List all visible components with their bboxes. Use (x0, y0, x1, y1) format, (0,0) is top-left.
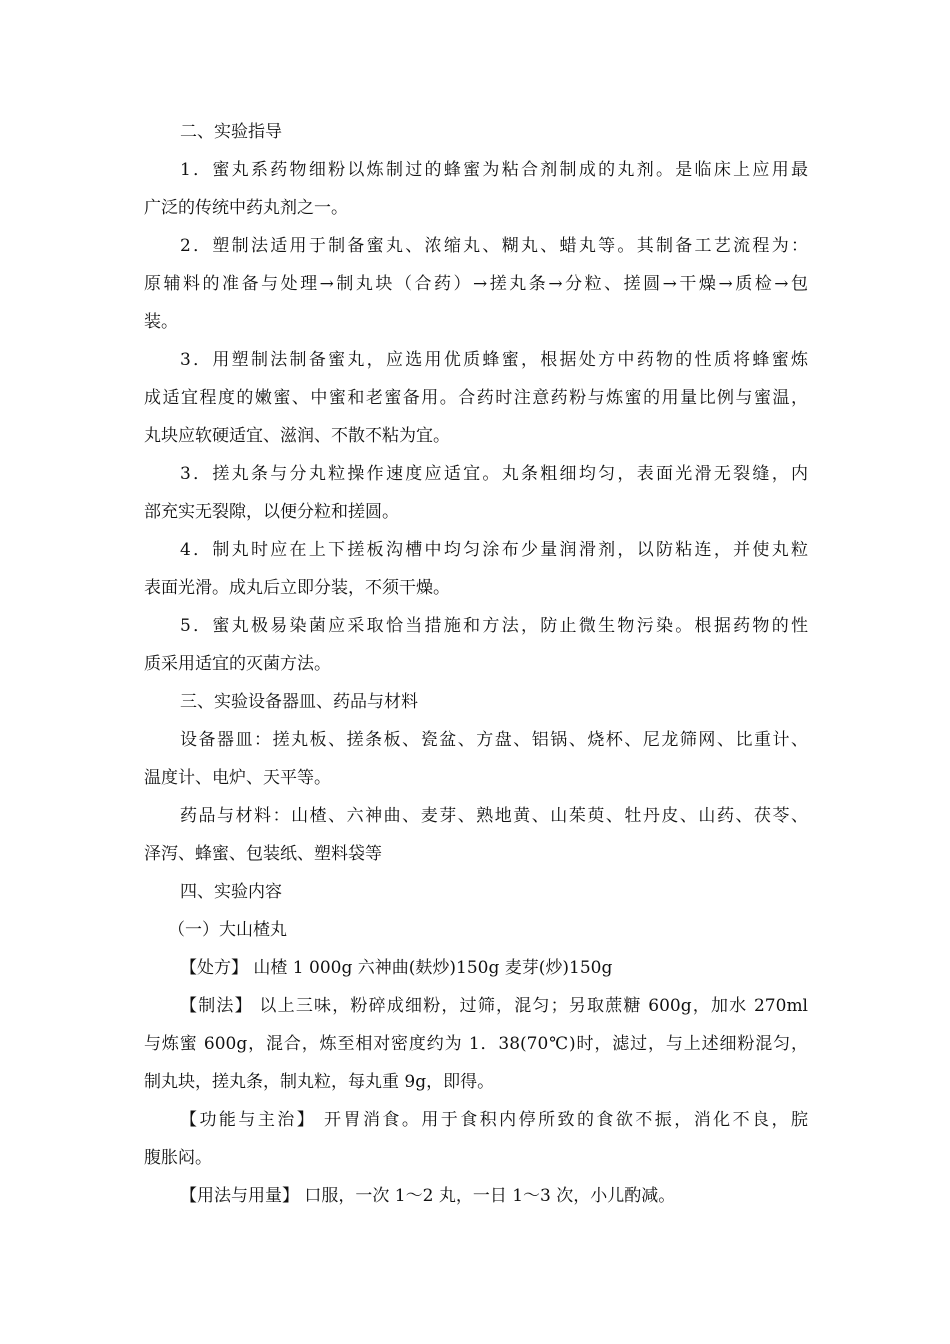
paragraph-line: 4．制丸时应在上下搓板沟槽中均匀涂布少量润滑剂，以防粘连，并使丸粒 (180, 540, 808, 560)
method-line: 与炼蜜 600g，混合，炼至相对密度约为 1．38(70℃)时，滤过，与上述细粉混匀， (144, 1034, 808, 1054)
paragraph-line: 丸块应软硬适宜、滋润、不散不粘为宜。 (144, 426, 450, 446)
paragraph-line: 装。 (144, 312, 178, 332)
method-line: 【制法】 以上三味，粉碎成细粉，过筛，混匀；另取蔗糖 600g，加水 270ml (180, 996, 808, 1016)
method-line: 制丸块，搓丸条，制丸粒，每丸重 9g，即得。 (144, 1072, 495, 1092)
paragraph-line: 设备器皿：搓丸板、搓条板、瓷盆、方盘、铝锅、烧杯、尼龙筛网、比重计、 (180, 730, 808, 750)
prescription-line: 【处方】 山楂 1 000g 六神曲(麸炒)150g 麦芽(炒)150g (180, 958, 613, 978)
paragraph-line: 广泛的传统中药丸剂之一。 (144, 198, 348, 218)
paragraph-line: 质采用适宜的灭菌方法。 (144, 654, 331, 674)
paragraph-line: 成适宜程度的嫩蜜、中蜜和老蜜备用。合药时注意药粉与炼蜜的用量比例与蜜温， (144, 388, 808, 408)
paragraph-line: 1．蜜丸系药物细粉以炼制过的蜂蜜为粘合剂制成的丸剂。是临床上应用最 (180, 160, 808, 180)
paragraph-line: 温度计、电炉、天平等。 (144, 768, 331, 788)
paragraph-line: 3．用塑制法制备蜜丸，应选用优质蜂蜜，根据处方中药物的性质将蜂蜜炼 (180, 350, 808, 370)
usage-dosage-line: 【用法与用量】 口服，一次 1～2 丸，一日 1～3 次，小儿酌减。 (180, 1186, 676, 1206)
paragraph-line: 部充实无裂隙，以便分粒和搓圆。 (144, 502, 399, 522)
function-line: 【功能与主治】 开胃消食。用于食积内停所致的食欲不振，消化不良，脘 (180, 1110, 808, 1130)
paragraph-line: 表面光滑。成丸后立即分装，不须干燥。 (144, 578, 450, 598)
paragraph-line: 泽泻、蜂蜜、包装纸、塑料袋等 (144, 844, 382, 864)
section-heading-content: 四、实验内容 (180, 882, 282, 902)
function-line: 腹胀闷。 (144, 1148, 212, 1168)
paragraph-line: 5．蜜丸极易染菌应采取恰当措施和方法，防止微生物污染。根据药物的性 (180, 616, 808, 636)
paragraph-line: 药品与材料：山楂、六神曲、麦芽、熟地黄、山茱萸、牡丹皮、山药、茯苓、 (180, 806, 808, 826)
paragraph-line: 2．塑制法适用于制备蜜丸、浓缩丸、糊丸、蜡丸等。其制备工艺流程为： (180, 236, 808, 256)
section-heading-equipment: 三、实验设备器皿、药品与材料 (180, 692, 418, 712)
paragraph-line: 原辅料的准备与处理→制丸块（合药）→搓丸条→分粒、搓圆→干燥→质检→包 (144, 274, 808, 294)
subsection-heading: （一）大山楂丸 (168, 920, 287, 940)
section-heading-guidance: 二、实验指导 (180, 122, 282, 142)
paragraph-line: 3．搓丸条与分丸粒操作速度应适宜。丸条粗细均匀，表面光滑无裂缝，内 (180, 464, 808, 484)
